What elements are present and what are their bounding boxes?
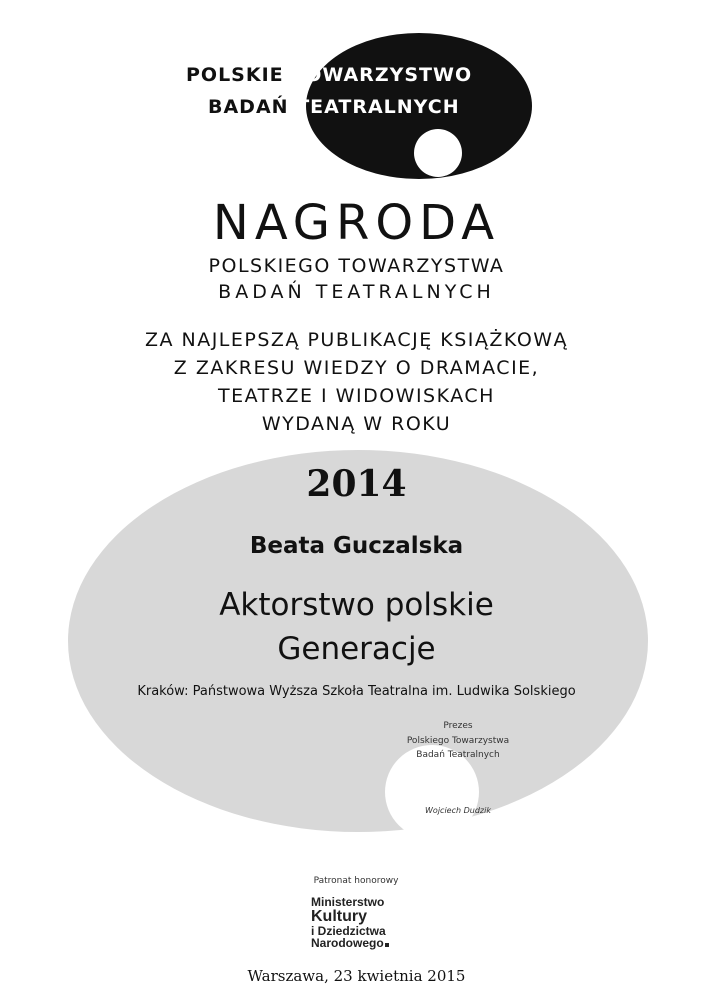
signature-role-3: Badań Teatralnych	[416, 750, 500, 760]
laureate-author: Beata Guczalska	[249, 533, 464, 559]
award-description-1: ZA NAJLEPSZĄ PUBLIKACJĘ KSIĄŻKOWĄ	[144, 329, 569, 351]
award-year: 2014	[306, 463, 407, 505]
ministry-line-3: i Dziedzictwa	[311, 924, 386, 938]
book-title-line-2: Generacje	[277, 631, 436, 667]
logo-dot	[414, 129, 462, 177]
signature-name: Wojciech Dudzik	[425, 806, 491, 815]
place-date: Warszawa, 23 kwietnia 2015	[247, 967, 466, 985]
logo-line-1	[186, 64, 472, 86]
ministry-logo	[311, 896, 421, 949]
award-description-2: Z ZAKRESU WIEDZY O DRAMACIE,	[173, 357, 540, 379]
signature-role-2: Polskiego Towarzystwa	[406, 736, 510, 746]
award-description-4: WYDANĄ W ROKU	[261, 413, 452, 435]
ministry-line-1: Ministerstwo	[311, 895, 385, 909]
logo-word-polskie: POLSKIE	[186, 64, 284, 86]
logo-word-badan: BADAŃ	[208, 96, 289, 118]
book-publisher: Kraków: Państwowa Wyższa Szkoła Teatralna im. Ludwika Solskiego	[137, 684, 576, 699]
logo-word-teatralnych: TEATRALNYCH	[296, 96, 460, 118]
ministry-line-2: Kultury	[311, 908, 367, 925]
signature-role-1: Prezes	[443, 721, 473, 731]
ministry-line-4-wrap	[311, 937, 421, 949]
patronage-label: Patronat honorowy	[313, 876, 399, 886]
logo-word-towarzystwo: TOWARZYSTWO	[291, 64, 473, 86]
logo-line-2	[208, 96, 460, 118]
award-subtitle-2: BADAŃ TEATRALNYCH	[218, 281, 495, 303]
award-title: NAGRODA	[212, 195, 501, 251]
ministry-line-4: Narodowego	[311, 936, 384, 950]
ministry-dot-icon	[385, 943, 389, 947]
book-title-line-1: Aktorstwo polskie	[219, 587, 494, 623]
award-subtitle-1: POLSKIEGO TOWARZYSTWA	[208, 255, 505, 277]
award-description-3: TEATRZE I WIDOWISKACH	[218, 385, 495, 407]
